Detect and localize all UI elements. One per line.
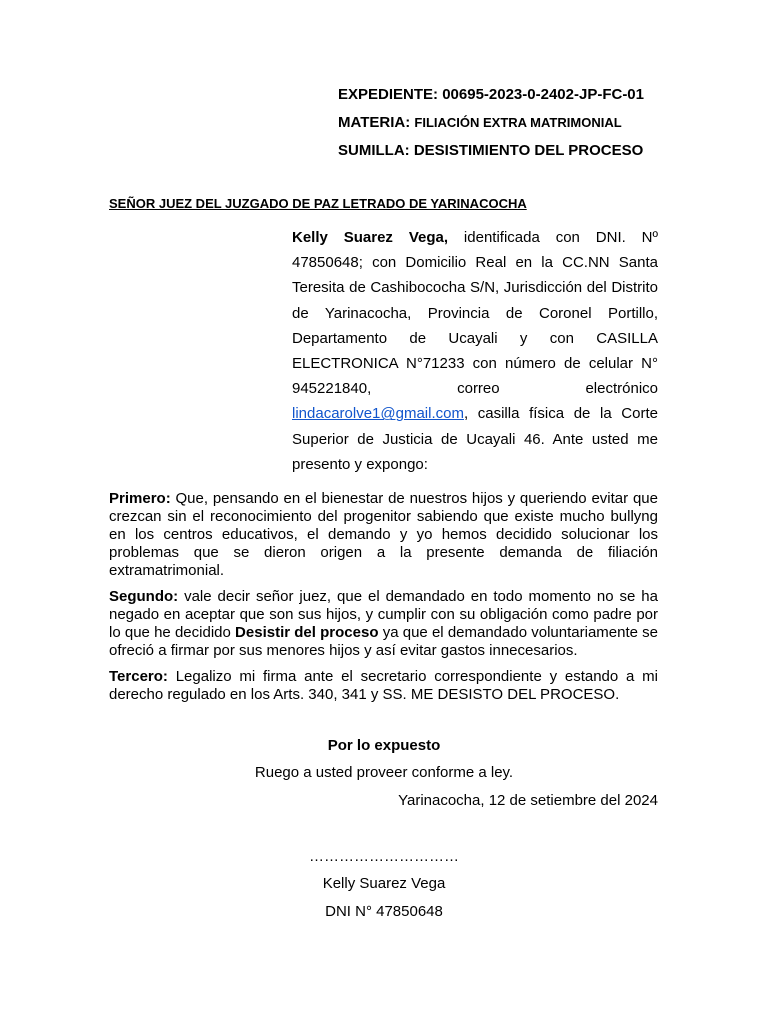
expediente-line <box>338 86 644 103</box>
materia-label: MATERIA: <box>338 114 411 131</box>
paragraph-primero <box>109 490 658 580</box>
signature-dni: DNI N° 47850648 <box>325 903 443 920</box>
addressee-heading: SEÑOR JUEZ DEL JUZGADO DE PAZ LETRADO DE YARINACOCHA <box>109 196 527 211</box>
intro-text-after-email: , casilla física de la Corte Superior de Justicia de Ucayali 46. Ante usted me presento y expongo: <box>292 405 658 473</box>
segundo-text-a: vale decir señor juez, que el demandado en todo momento no se ha negado en aceptar que son sus hijos, y cumplir con su obligación como padre por lo que he decidido <box>109 588 658 641</box>
expediente-value: 00695-2023-0-2402-JP-FC-01 <box>442 86 644 103</box>
materia-value: FILIACIÓN EXTRA MATRIMONIAL <box>414 115 622 130</box>
signature-name: Kelly Suarez Vega <box>322 875 446 892</box>
sumilla-line <box>338 142 643 159</box>
segundo-bold: Desistir del proceso <box>235 624 379 641</box>
materia-line <box>338 114 622 131</box>
petitioner-name: Kelly Suarez Vega, <box>292 229 449 246</box>
signature-line: ………………………… <box>309 848 459 865</box>
segundo-label: Segundo: <box>109 588 179 605</box>
place-date: Yarinacocha, 12 de setiembre del 2024 <box>398 792 658 809</box>
primero-text: Que, pensando en el bienestar de nuestros hijos y queriendo evitar que crezcan sin el reconocimiento del progenitor sabiendo que existe mucho bullyng en los centros educativos, el demando y yo hemos decidido solucionar los problemas que se dieron origen a la presente demanda de filiación extramatrimonial. <box>109 490 658 579</box>
expediente-label: EXPEDIENTE: <box>338 86 439 103</box>
primero-label: Primero: <box>109 490 171 507</box>
tercero-label: Tercero: <box>109 668 168 685</box>
email-link[interactable]: lindacarolve1@gmail.com <box>292 405 464 423</box>
ruego-text: Ruego a usted proveer conforme a ley. <box>254 764 514 781</box>
paragraph-segundo <box>109 588 658 660</box>
por-lo-expuesto: Por lo expuesto <box>327 737 441 754</box>
petitioner-intro <box>292 225 658 477</box>
intro-text-before-email: identificada con DNI. Nº 47850648; con Domicilio Real en la CC.NN Santa Teresita de Cashibococha S/N, Jurisdicción del Distrito de Yarinacocha, Provincia de Coronel Portillo, Departamento de Ucayali y con CASILLA ELECTRONICA N°71233 con número de celular N° 945221840, correo electrónico <box>292 229 658 398</box>
segundo-text-b: ya que el demandado voluntariamente se ofreció a firmar por sus menores hijos y así evitar gastos innecesarios. <box>109 624 659 659</box>
sumilla-value: DESISTIMIENTO DEL PROCESO <box>413 142 644 159</box>
paragraph-tercero <box>109 668 658 704</box>
tercero-text: Legalizo mi firma ante el secretario correspondiente y estando a mi derecho regulado en los Arts. 340, 341 y SS. ME DESISTO DEL PROCESO. <box>109 668 658 703</box>
sumilla-label: SUMILLA: <box>338 142 410 159</box>
body-paragraphs <box>109 490 658 712</box>
